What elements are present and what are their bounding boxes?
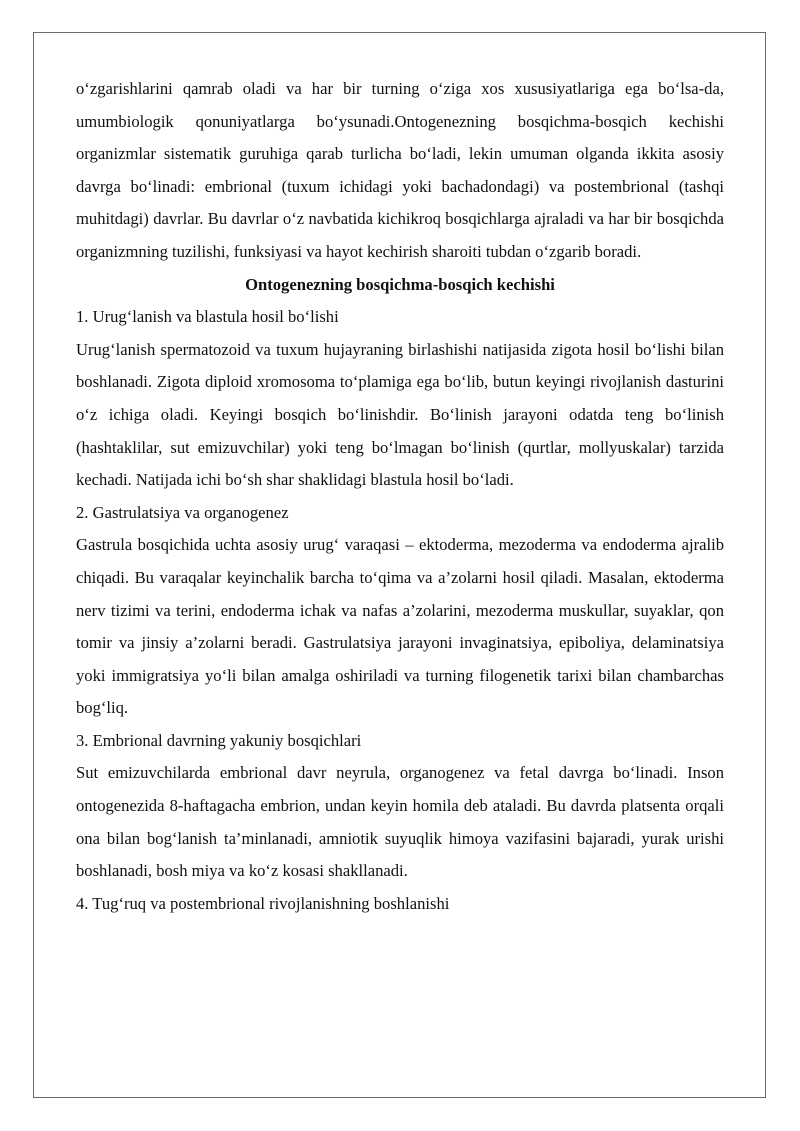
document-body <box>76 73 724 920</box>
section-title-birth: 4. Tug‘ruq va postembrional rivojlanishning boshlanishi <box>76 893 450 913</box>
intro-paragraph: o‘zgarishlarini qamrab oladi va har bir turning o‘ziga xos xususiyatlariga ega bo‘lsa-da, umumbiologik qonuniyatlarga bo‘ysunadi.Ontogenezning bosqichma-bosqich kechishi organizmlar sistematik guruhiga qarab turlicha bo‘ladi, lekin umuman olganda ikkita asosiy davrga bo‘linadi: embrional (tuxum ichidagi yoki bachadondagi) va postembrional (tashqi muhitdagi) davrlar. Bu davrlar o‘z navbatida kichikroq bosqichlarga ajraladi va har bir bosqichda organizmning tuzilishi, funksiyasi va hayot kechirish sharoiti tubdan o‘zgarib boradi. <box>76 79 724 261</box>
section-title-embryonic-final: 3. Embrional davrning yakuniy bosqichlari <box>76 730 362 750</box>
section-title-fertilization: 1. Urug‘lanish va blastula hosil bo‘lishi <box>76 307 339 327</box>
section-body-gastrulation: Gastrula bosqichida uchta asosiy urug‘ varaqasi – ektoderma, mezoderma va endoderma ajralib chiqadi. Bu varaqalar keyinchalik barcha to‘qima va a’zolarni hosil qiladi. Masalan, ektoderma nerv tizimi va terini, endoderma ichak va nafas a’zolarini, mezoderma muskullar, suyaklar, qon tomir va jinsiy a’zolarni beradi. Gastrulatsiya jarayoni invaginatsiya, epiboliya, delaminatsiya yoki immigratsiya yo‘li bilan amalga oshiriladi va turning filogenetik tarixi bilan chambarchas bog‘liq. <box>76 535 724 718</box>
section-title-gastrulation: 2. Gastrulatsiya va organogenez <box>76 502 289 522</box>
section-body-embryonic-final: Sut emizuvchilarda embrional davr neyrula, organogenez va fetal davrga bo‘linadi. Inson ontogenezida 8-haftagacha embrion, undan keyin homila deb ataladi. Bu davrda platsenta orqali ona bilan bog‘lanish ta’minlanadi, amniotik suyuqlik himoya vazifasini bajaradi, yurak urishi boshlanadi, bosh miya va ko‘z kosasi shakllanadi. <box>76 763 724 881</box>
section-body-fertilization: Urug‘lanish spermatozoid va tuxum hujayraning birlashishi natijasida zigota hosil bo‘lishi bilan boshlanadi. Zigota diploid xromosoma to‘plamiga ega bo‘lib, butun keyingi rivojlanish dasturini o‘z ichiga oladi. Keyingi bosqich bo‘linishdir. Bo‘linish jarayoni odatda teng bo‘linish (hashtaklilar, sut emizuvchilar) yoki teng bo‘lmagan bo‘linish (qurtlar, mollyuskalar) tarzida kechadi. Natijada ichi bo‘sh shar shaklidagi blastula hosil bo‘ladi. <box>76 339 724 490</box>
section-heading: Ontogenezning bosqichma-bosqich kechishi <box>245 274 555 294</box>
